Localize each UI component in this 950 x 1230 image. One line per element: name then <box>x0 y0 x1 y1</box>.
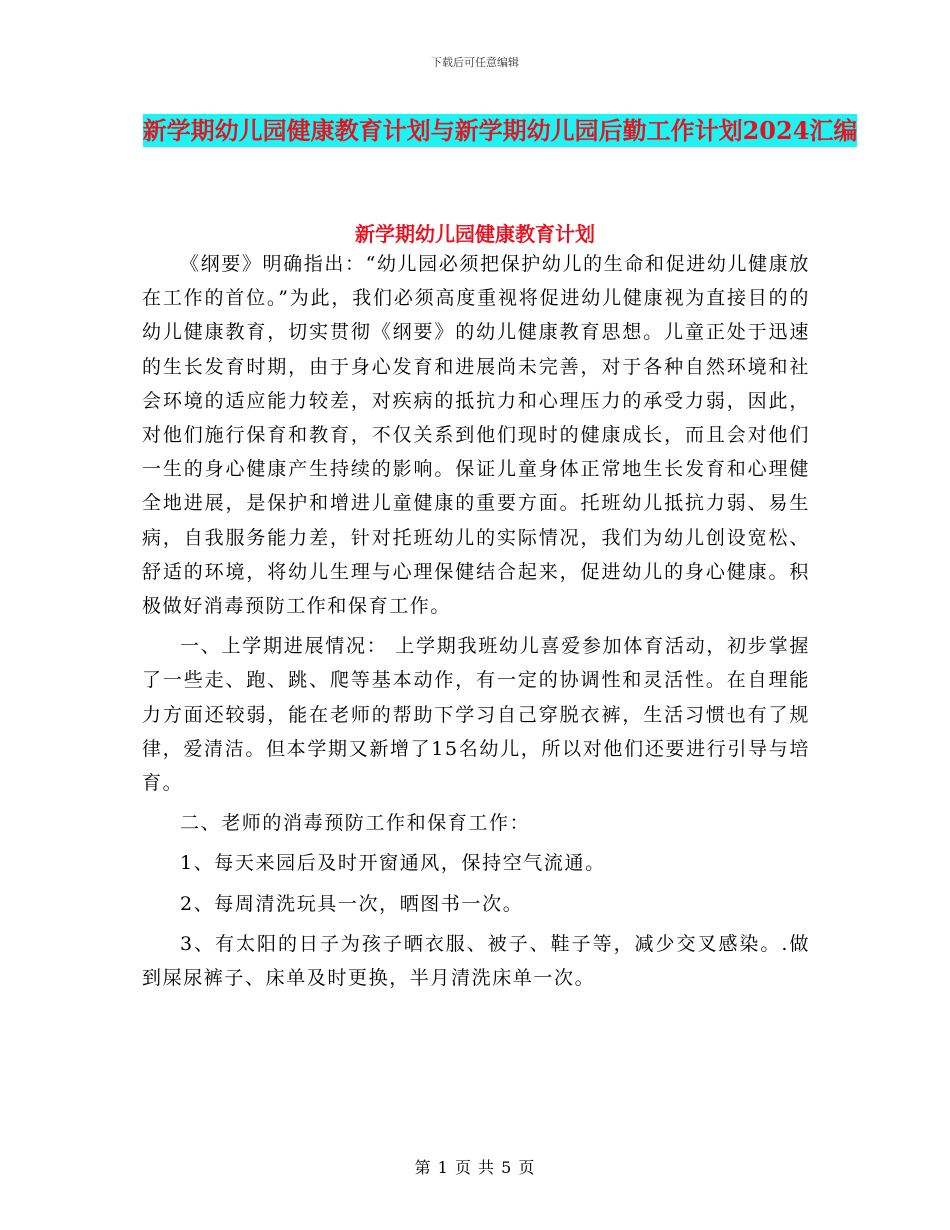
section-title: 新学期幼儿园健康教育计划 <box>355 222 595 246</box>
paragraph-intro: 《纲要》明确指出：“幼儿园必须把保护幼儿的生命和促进幼儿健康放在工作的首位。”为此，我们必须高度重视将促进幼儿健康视为直接目的的幼儿健康教育，切实贯彻《纲要》的幼儿健康教育思想。儿童正处于迅速的生长发育时期，由于身心发育和进展尚未完善，对于各种自然环境和社会环境的适应能力较差，对疾病的抵抗力和心理压力的承受力弱，因此，对他们施行保育和教育，不仅关系到他们现时的健康成长，而且会对他们一生的身心健康产生持续的影响。保证儿童身体正常地生长发育和心理健全地进展，是保护和增进儿童健康的重要方面。托班幼儿抵抗力弱、易生病，自我服务能力差，针对托班幼儿的实际情况，我们为幼儿创设宽松、舒适的环境，将幼儿生理与心理保健结合起来，促进幼儿的身心健康。积极做好消毒预防工作和保育工作。 <box>142 253 810 618</box>
header-note: 下载后可任意编辑 <box>431 56 519 69</box>
page-footer: 第 1 页 共 5 页 <box>414 1158 536 1177</box>
document-title-text: 新学期幼儿园健康教育计划与新学期幼儿园后勤工作计划2024汇编 <box>142 116 858 145</box>
paragraph-last-term-progress: 一、上学期进展情况： 上学期我班幼儿喜爱参加体育活动，初步掌握了一些走、跑、跳、爬等基本动作，有一定的协调性和灵活性。在自理能力方面还较弱，能在老师的帮助下学习自己穿脱衣裤，生活习惯也有了规律，爱清洁。但本学期又新增了15名幼儿，所以对他们还要进行引导与培育。 <box>142 635 810 795</box>
paragraph-item-1: 1、每天来园后及时开窗通风，保持空气流通。 <box>180 852 606 875</box>
paragraph-disinfection-heading: 二、老师的消毒预防工作和保育工作： <box>180 812 531 835</box>
paragraph-item-2: 2、每周清洗玩具一次，晒图书一次。 <box>180 892 524 915</box>
document-title <box>140 106 860 156</box>
paragraph-item-3: 3、有太阳的日子为孩子晒衣服、被子、鞋子等，减少交叉感染。.做到屎尿裤子、床单及时更换，半月清洗床单一次。 <box>142 932 810 990</box>
document-body <box>142 247 810 995</box>
